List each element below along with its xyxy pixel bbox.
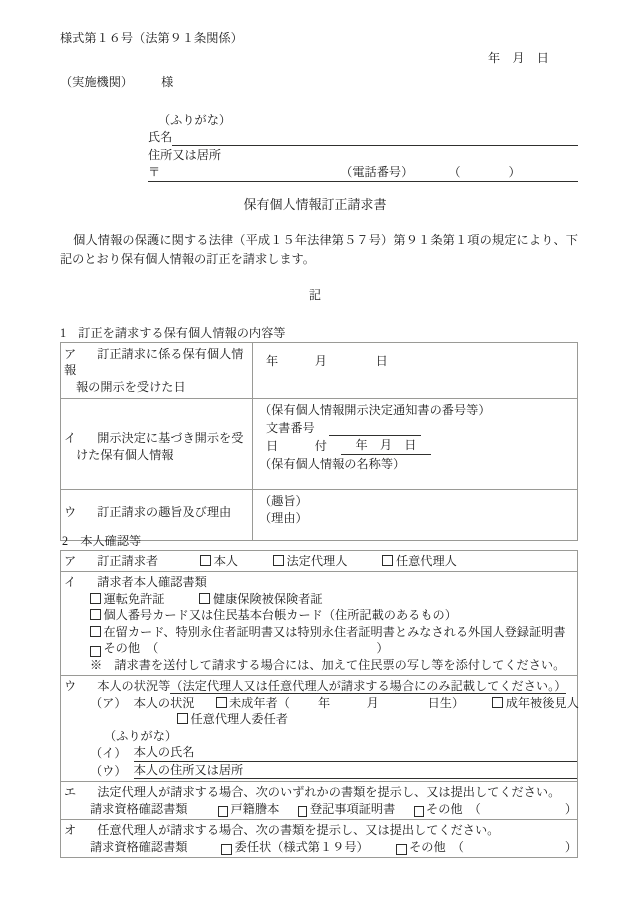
phone-label: （電話番号）: [340, 165, 414, 180]
table-row: [61, 399, 578, 490]
issue-date-label: 日 付: [266, 439, 327, 454]
checkbox-other-o[interactable]: [396, 844, 407, 855]
row-e-label: 法定代理人が請求する場合、次のいずれかの書類を提示し、又は提出してください。: [97, 785, 561, 800]
checkbox-voluntary-delegator[interactable]: [177, 713, 188, 724]
row-a-marker: ア: [64, 347, 77, 361]
option-other-id-label: その他 （: [103, 641, 159, 656]
option-other-e-label: その他 （: [426, 801, 481, 816]
checkbox-minor[interactable]: [216, 697, 227, 708]
option-other-e-close: ）: [564, 801, 577, 816]
table-row: [61, 676, 578, 782]
checkbox-power-of-attorney[interactable]: [221, 844, 232, 855]
row-u-label: 訂正請求の趣旨及び理由: [97, 505, 232, 520]
checkbox-other-e[interactable]: [414, 806, 424, 817]
agency-honorific: 様: [161, 75, 174, 89]
section2-table: [60, 550, 578, 858]
option-voluntary-delegator: 任意代理人委任者: [190, 712, 288, 727]
name-input-line[interactable]: [172, 133, 578, 146]
section1-table: [60, 342, 578, 541]
furigana-label: （ふりがな）: [158, 113, 232, 127]
row-i2-marker: イ: [64, 575, 77, 590]
zip-mark: 〒: [148, 165, 161, 180]
checkbox-voluntary-rep[interactable]: [382, 555, 393, 566]
checkbox-adult-ward[interactable]: [492, 697, 503, 708]
section2-heading: 2 本人確認等: [62, 534, 142, 548]
issue-date-value: 年 月 日: [355, 438, 417, 453]
option-minor: 未成年者（: [229, 695, 290, 710]
row-i-label-2: けた保有個人情報: [76, 447, 174, 462]
row-o-cell[interactable]: [61, 820, 578, 858]
option-registry-cert: 登記事項証明書: [309, 801, 396, 816]
row-o-marker: オ: [64, 823, 77, 838]
row-u2-furigana: （ふりがな）: [104, 728, 178, 743]
sub-i-label: 本人の氏名: [133, 745, 195, 760]
phone-paren-open: （: [448, 165, 461, 180]
option-other-o-close: ）: [564, 839, 578, 854]
date-line: 年 月 日: [488, 51, 549, 65]
row-i2-cell[interactable]: [61, 572, 578, 676]
row-o-label: 任意代理人が請求する場合、次の書類を提示し、又は提出してください。: [97, 823, 500, 838]
option-honnin: 本人: [213, 554, 238, 568]
form-number: 様式第１６号（法第９１条関係）: [60, 31, 243, 45]
row-a2-label: 訂正請求者: [97, 554, 159, 568]
ki-marker: 記: [308, 288, 322, 302]
option-drivers-license: 運転免許証: [103, 591, 165, 606]
option-mynumber-card: 個人番号カード又は住民基本台帳カード（住所記載のあるもの）: [103, 608, 457, 623]
row-a-date: 年 月 日: [266, 354, 388, 368]
row-u-value-cell[interactable]: [253, 490, 578, 541]
statute-paragraph: [60, 231, 578, 269]
table-row: [61, 551, 578, 572]
statute-text: 個人情報の保護に関する法律（平成１５年法律第５７号）第９１条第１項の規定により、下記のとおり保有個人情報の訂正を請求します。: [60, 233, 578, 266]
option-power-of-attorney: 委任状（様式第１９号）: [234, 839, 369, 854]
table-row: [61, 343, 578, 399]
row-i-label-1: 開示決定に基づき開示を受: [97, 431, 244, 446]
doc-no-label: 文書番号: [266, 420, 315, 435]
checkbox-legal-rep[interactable]: [273, 555, 284, 566]
doc-no-input-line[interactable]: [329, 435, 421, 436]
name-field-row[interactable]: [148, 129, 578, 145]
row-a-value-cell[interactable]: [253, 343, 578, 399]
section1-heading: 1 訂正を請求する保有個人情報の内容等: [60, 326, 286, 340]
row-u-marker: ウ: [64, 505, 77, 520]
option-health-insurance: 健康保険被保険者証: [212, 591, 323, 606]
checkbox-mynumber-card[interactable]: [90, 609, 101, 620]
checkbox-registry-cert[interactable]: [298, 806, 308, 817]
row-a2-marker: ア: [64, 554, 77, 568]
row-o-doc-label: 請求資格確認書類: [90, 839, 188, 854]
address-label: 住所又は居所: [148, 147, 222, 162]
row-u2-cell[interactable]: [61, 676, 578, 782]
checkbox-health-insurance[interactable]: [199, 593, 210, 604]
row-i-label-cell: [61, 399, 253, 490]
row-a-label-2: 報の開示を受けた日: [76, 379, 186, 394]
row-e-marker: エ: [64, 785, 77, 800]
minor-birthdate: 年 月 日生）: [317, 695, 465, 710]
row-i-value-cell[interactable]: [253, 399, 578, 490]
row-u2-label-note: （法定代理人又は任意代理人が請求する場合にのみ記載してください。）: [170, 679, 567, 694]
option-adult-ward: 成年被後見人: [505, 695, 579, 710]
table-row: [61, 782, 578, 820]
option-koseki: 戸籍謄本: [230, 801, 280, 816]
phone-paren-close: ）: [508, 165, 521, 180]
option-legal-rep: 法定代理人: [286, 554, 348, 568]
row-i-marker: イ: [64, 431, 77, 446]
option-other-o-label: その他 （: [409, 839, 464, 854]
checkbox-honnin[interactable]: [200, 555, 211, 566]
option-other-id-close: ）: [376, 641, 389, 656]
checkbox-residence-card[interactable]: [90, 626, 101, 637]
row-a2-cell[interactable]: [61, 551, 578, 572]
row-u2-marker: ウ: [64, 679, 77, 694]
sub-i-field[interactable]: [134, 744, 577, 761]
option-voluntary-rep: 任意代理人: [395, 554, 457, 568]
row-e-doc-label: 請求資格確認書類: [90, 801, 188, 816]
row-a-label-1: 訂正請求に係る保有個人情報: [64, 347, 244, 378]
name-label: 氏名: [148, 130, 173, 145]
requester-block: [148, 112, 578, 182]
row-i2-note: ※ 請求書を送付して請求する場合には、加えて住民票の写し等を添付してください。: [90, 657, 566, 672]
purpose-label: （趣旨）: [259, 494, 308, 509]
table-row: [61, 820, 578, 858]
sub-a-marker: （ア）: [90, 695, 127, 710]
table-row: [61, 572, 578, 676]
issue-date-input-line[interactable]: [341, 437, 431, 454]
sub-i-marker: （イ）: [90, 746, 127, 761]
row-a-label-cell: [61, 343, 253, 399]
zip-phone-row[interactable]: [148, 164, 578, 181]
sub-u-label: 本人の住所又は居所: [133, 762, 244, 777]
row-e-cell[interactable]: [61, 782, 578, 820]
agency-label: （実施機関）: [60, 75, 134, 89]
sub-u-marker: （ウ）: [90, 763, 127, 778]
option-residence-card: 在留カード、特別永住者証明書又は特別永住者証明書とみなされる外国人登録証明書: [103, 624, 566, 639]
row-i-note-bottom: （保有個人情報の名称等）: [259, 456, 406, 471]
row-i2-label: 請求者本人確認書類: [97, 575, 207, 590]
checkbox-koseki[interactable]: [218, 806, 228, 817]
page-title: 保有個人情報訂正請求書: [243, 197, 387, 212]
sub-a-label: 本人の状況: [133, 695, 195, 710]
reason-label: （理由）: [259, 510, 308, 525]
checkbox-drivers-license[interactable]: [90, 593, 101, 604]
sub-u-field[interactable]: [134, 762, 577, 779]
agency-line: [60, 74, 173, 90]
checkbox-other-id[interactable]: [90, 646, 101, 657]
row-i-note-top: （保有個人情報開示決定通知書の番号等）: [259, 403, 491, 418]
row-u2-label: 本人の状況等: [97, 679, 171, 694]
